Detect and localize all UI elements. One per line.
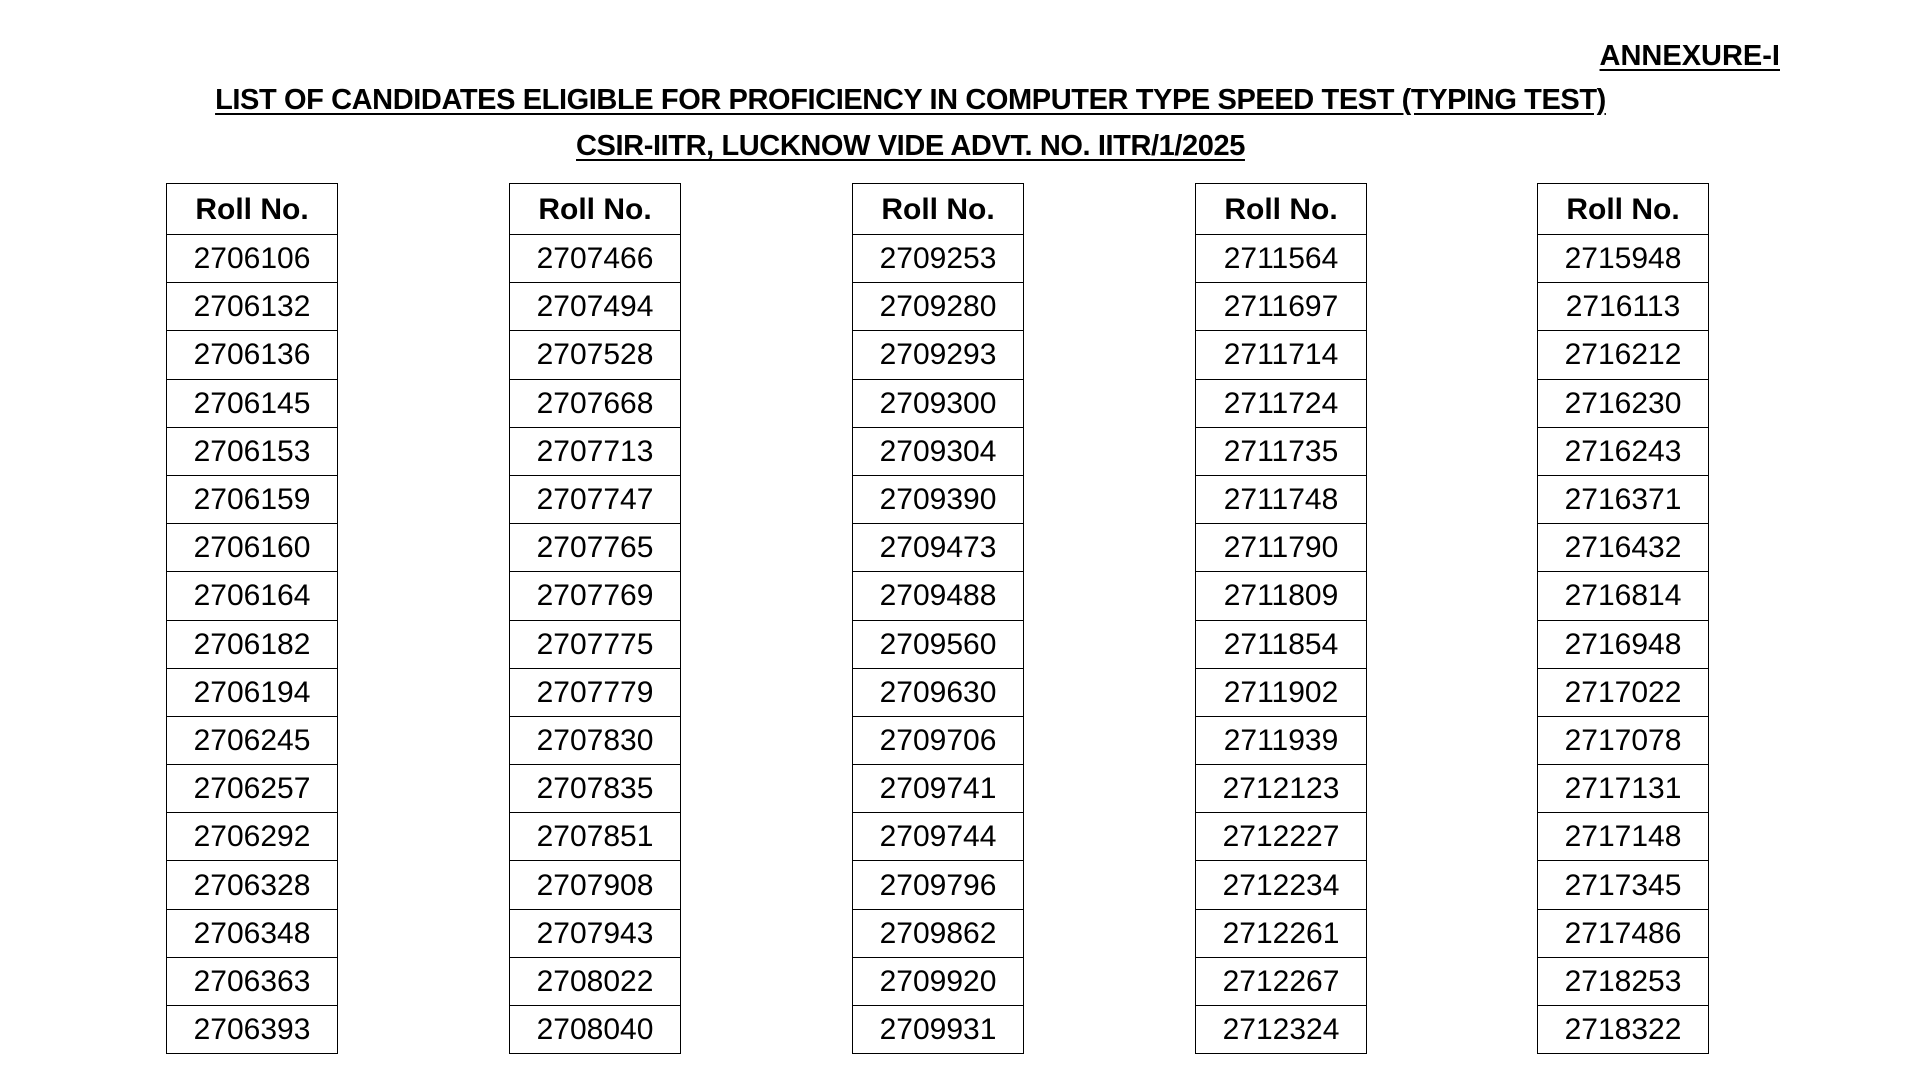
table-row <box>1538 861 1709 909</box>
table-row <box>510 1006 681 1054</box>
roll-number-cell: 2709796 <box>853 861 1024 909</box>
roll-number-cell: 2716243 <box>1538 427 1709 475</box>
table-row <box>1538 475 1709 523</box>
roll-number-cell: 2708022 <box>510 957 681 1005</box>
roll-number-cell: 2706106 <box>167 235 338 283</box>
table-row <box>1538 716 1709 764</box>
roll-number-cell: 2707668 <box>510 379 681 427</box>
table-header-row <box>1538 184 1709 235</box>
table-row <box>1538 957 1709 1005</box>
table-row <box>1538 283 1709 331</box>
roll-number-cell: 2709473 <box>853 524 1024 572</box>
table-row <box>1196 861 1367 909</box>
roll-number-cell: 2706348 <box>167 909 338 957</box>
table-row <box>510 475 681 523</box>
roll-number-cell: 2706245 <box>167 716 338 764</box>
table-row <box>1538 1006 1709 1054</box>
table-row <box>1538 813 1709 861</box>
table-row <box>1196 283 1367 331</box>
roll-number-cell: 2711809 <box>1196 572 1367 620</box>
roll-no-header: Roll No. <box>853 184 1024 235</box>
roll-number-cell: 2706153 <box>167 427 338 475</box>
table-row <box>510 524 681 572</box>
table-row <box>510 331 681 379</box>
roll-number-cell: 2712227 <box>1196 813 1367 861</box>
table-row <box>1538 765 1709 813</box>
table-row <box>510 427 681 475</box>
roll-number-cell: 2712261 <box>1196 909 1367 957</box>
roll-number-cell: 2716948 <box>1538 620 1709 668</box>
table-row <box>853 379 1024 427</box>
roll-number-cell: 2706182 <box>167 620 338 668</box>
roll-number-cell: 2706194 <box>167 668 338 716</box>
roll-number-cell: 2706159 <box>167 475 338 523</box>
roll-number-cell: 2707775 <box>510 620 681 668</box>
table-row <box>510 283 681 331</box>
roll-no-header: Roll No. <box>510 184 681 235</box>
table-row <box>1538 572 1709 620</box>
table-row <box>167 331 338 379</box>
roll-number-cell: 2709390 <box>853 475 1024 523</box>
roll-number-cell: 2716212 <box>1538 331 1709 379</box>
table-row <box>1538 331 1709 379</box>
table-row <box>167 379 338 427</box>
roll-number-cell: 2706145 <box>167 379 338 427</box>
table-row <box>510 572 681 620</box>
roll-table-4 <box>1195 183 1367 1054</box>
table-row <box>167 427 338 475</box>
table-row <box>1196 716 1367 764</box>
roll-number-cell: 2711939 <box>1196 716 1367 764</box>
table-row <box>1196 909 1367 957</box>
roll-no-header: Roll No. <box>1196 184 1367 235</box>
table-row <box>167 1006 338 1054</box>
roll-number-cell: 2707494 <box>510 283 681 331</box>
roll-number-cell: 2706257 <box>167 765 338 813</box>
roll-number-cell: 2706136 <box>167 331 338 379</box>
roll-number-cell: 2709920 <box>853 957 1024 1005</box>
roll-number-cell: 2712123 <box>1196 765 1367 813</box>
table-row <box>1538 235 1709 283</box>
table-row <box>510 909 681 957</box>
table-row <box>1538 909 1709 957</box>
roll-number-cell: 2717486 <box>1538 909 1709 957</box>
table-row <box>853 475 1024 523</box>
table-row <box>510 620 681 668</box>
roll-number-cell: 2717022 <box>1538 668 1709 716</box>
roll-number-cell: 2717131 <box>1538 765 1709 813</box>
table-row <box>1196 668 1367 716</box>
table-row <box>167 909 338 957</box>
roll-number-cell: 2707851 <box>510 813 681 861</box>
roll-number-cell: 2712267 <box>1196 957 1367 1005</box>
table-row <box>1538 524 1709 572</box>
roll-table-3 <box>852 183 1024 1054</box>
table-row <box>1196 957 1367 1005</box>
roll-number-cell: 2716814 <box>1538 572 1709 620</box>
table-row <box>1196 379 1367 427</box>
document-title: LIST OF CANDIDATES ELIGIBLE FOR PROFICIENCY IN COMPUTER TYPE SPEED TEST (TYPING TEST) <box>215 84 1606 116</box>
roll-number-cell: 2706164 <box>167 572 338 620</box>
table-row <box>510 235 681 283</box>
document-subtitle: CSIR-IITR, LUCKNOW VIDE ADVT. NO. IITR/1/2025 <box>576 130 1245 162</box>
table-row <box>510 765 681 813</box>
roll-number-cell: 2707835 <box>510 765 681 813</box>
roll-number-cell: 2706393 <box>167 1006 338 1054</box>
roll-number-cell: 2706132 <box>167 283 338 331</box>
roll-number-cell: 2707908 <box>510 861 681 909</box>
roll-number-cell: 2711902 <box>1196 668 1367 716</box>
table-row <box>1538 379 1709 427</box>
roll-number-cell: 2707747 <box>510 475 681 523</box>
roll-no-header: Roll No. <box>167 184 338 235</box>
roll-number-cell: 2715948 <box>1538 235 1709 283</box>
roll-number-cell: 2712234 <box>1196 861 1367 909</box>
table-row <box>167 668 338 716</box>
table-row <box>853 572 1024 620</box>
table-row <box>1196 331 1367 379</box>
roll-number-cell: 2709488 <box>853 572 1024 620</box>
table-row <box>853 524 1024 572</box>
roll-number-cell: 2716113 <box>1538 283 1709 331</box>
table-row <box>167 957 338 1005</box>
roll-number-cell: 2709862 <box>853 909 1024 957</box>
table-row <box>167 524 338 572</box>
table-row <box>167 716 338 764</box>
table-row <box>167 475 338 523</box>
roll-table-5 <box>1537 183 1709 1054</box>
roll-number-cell: 2709293 <box>853 331 1024 379</box>
roll-number-cell: 2716432 <box>1538 524 1709 572</box>
annexure-label: ANNEXURE-I <box>1599 40 1780 72</box>
roll-number-cell: 2708040 <box>510 1006 681 1054</box>
table-row <box>510 861 681 909</box>
roll-number-cell: 2707528 <box>510 331 681 379</box>
table-row <box>1196 813 1367 861</box>
table-row <box>510 957 681 1005</box>
table-row <box>853 957 1024 1005</box>
table-row <box>167 861 338 909</box>
table-row <box>510 813 681 861</box>
roll-number-cell: 2709706 <box>853 716 1024 764</box>
roll-number-cell: 2718253 <box>1538 957 1709 1005</box>
table-row <box>853 813 1024 861</box>
table-row <box>167 813 338 861</box>
roll-number-cell: 2717345 <box>1538 861 1709 909</box>
roll-number-cell: 2706328 <box>167 861 338 909</box>
roll-number-cell: 2706292 <box>167 813 338 861</box>
table-row <box>510 716 681 764</box>
roll-number-cell: 2711697 <box>1196 283 1367 331</box>
table-row <box>167 572 338 620</box>
table-row <box>1196 1006 1367 1054</box>
roll-table-1 <box>166 183 338 1054</box>
roll-number-cell: 2709280 <box>853 283 1024 331</box>
table-row <box>853 283 1024 331</box>
roll-number-cell: 2707830 <box>510 716 681 764</box>
roll-number-cell: 2711564 <box>1196 235 1367 283</box>
roll-no-header: Roll No. <box>1538 184 1709 235</box>
roll-number-cell: 2707713 <box>510 427 681 475</box>
table-row <box>510 379 681 427</box>
roll-number-cell: 2718322 <box>1538 1006 1709 1054</box>
table-row <box>853 331 1024 379</box>
roll-number-cell: 2716230 <box>1538 379 1709 427</box>
table-row <box>853 1006 1024 1054</box>
roll-number-cell: 2709744 <box>853 813 1024 861</box>
roll-number-cell: 2711790 <box>1196 524 1367 572</box>
roll-number-cell: 2707466 <box>510 235 681 283</box>
roll-table-2 <box>509 183 681 1054</box>
roll-number-cell: 2709304 <box>853 427 1024 475</box>
roll-number-cell: 2709560 <box>853 620 1024 668</box>
table-row <box>1196 620 1367 668</box>
roll-number-cell: 2709741 <box>853 765 1024 813</box>
roll-number-cell: 2711714 <box>1196 331 1367 379</box>
table-header-row <box>1196 184 1367 235</box>
table-row <box>1196 765 1367 813</box>
table-row <box>510 668 681 716</box>
table-row <box>1196 427 1367 475</box>
table-row <box>853 861 1024 909</box>
roll-number-cell: 2711748 <box>1196 475 1367 523</box>
table-header-row <box>853 184 1024 235</box>
roll-number-cell: 2711724 <box>1196 379 1367 427</box>
table-row <box>167 235 338 283</box>
table-row <box>1538 620 1709 668</box>
roll-number-cell: 2709931 <box>853 1006 1024 1054</box>
roll-number-cell: 2711735 <box>1196 427 1367 475</box>
roll-number-cell: 2707779 <box>510 668 681 716</box>
table-row <box>853 765 1024 813</box>
table-row <box>167 765 338 813</box>
roll-number-cell: 2706160 <box>167 524 338 572</box>
roll-number-cell: 2709253 <box>853 235 1024 283</box>
table-row <box>1538 668 1709 716</box>
table-header-row <box>167 184 338 235</box>
roll-number-cell: 2707765 <box>510 524 681 572</box>
table-row <box>1196 524 1367 572</box>
roll-number-cell: 2711854 <box>1196 620 1367 668</box>
roll-number-cell: 2707769 <box>510 572 681 620</box>
table-row <box>167 283 338 331</box>
roll-number-cell: 2709300 <box>853 379 1024 427</box>
table-row <box>853 427 1024 475</box>
roll-number-cell: 2717148 <box>1538 813 1709 861</box>
table-row <box>853 668 1024 716</box>
table-row <box>1196 572 1367 620</box>
roll-number-cell: 2706363 <box>167 957 338 1005</box>
table-row <box>1538 427 1709 475</box>
roll-number-cell: 2716371 <box>1538 475 1709 523</box>
table-header-row <box>510 184 681 235</box>
roll-number-cell: 2709630 <box>853 668 1024 716</box>
table-row <box>1196 235 1367 283</box>
table-row <box>853 909 1024 957</box>
table-row <box>167 620 338 668</box>
roll-number-cell: 2717078 <box>1538 716 1709 764</box>
table-row <box>853 716 1024 764</box>
table-row <box>1196 475 1367 523</box>
roll-number-cell: 2712324 <box>1196 1006 1367 1054</box>
roll-number-cell: 2707943 <box>510 909 681 957</box>
table-row <box>853 235 1024 283</box>
table-row <box>853 620 1024 668</box>
